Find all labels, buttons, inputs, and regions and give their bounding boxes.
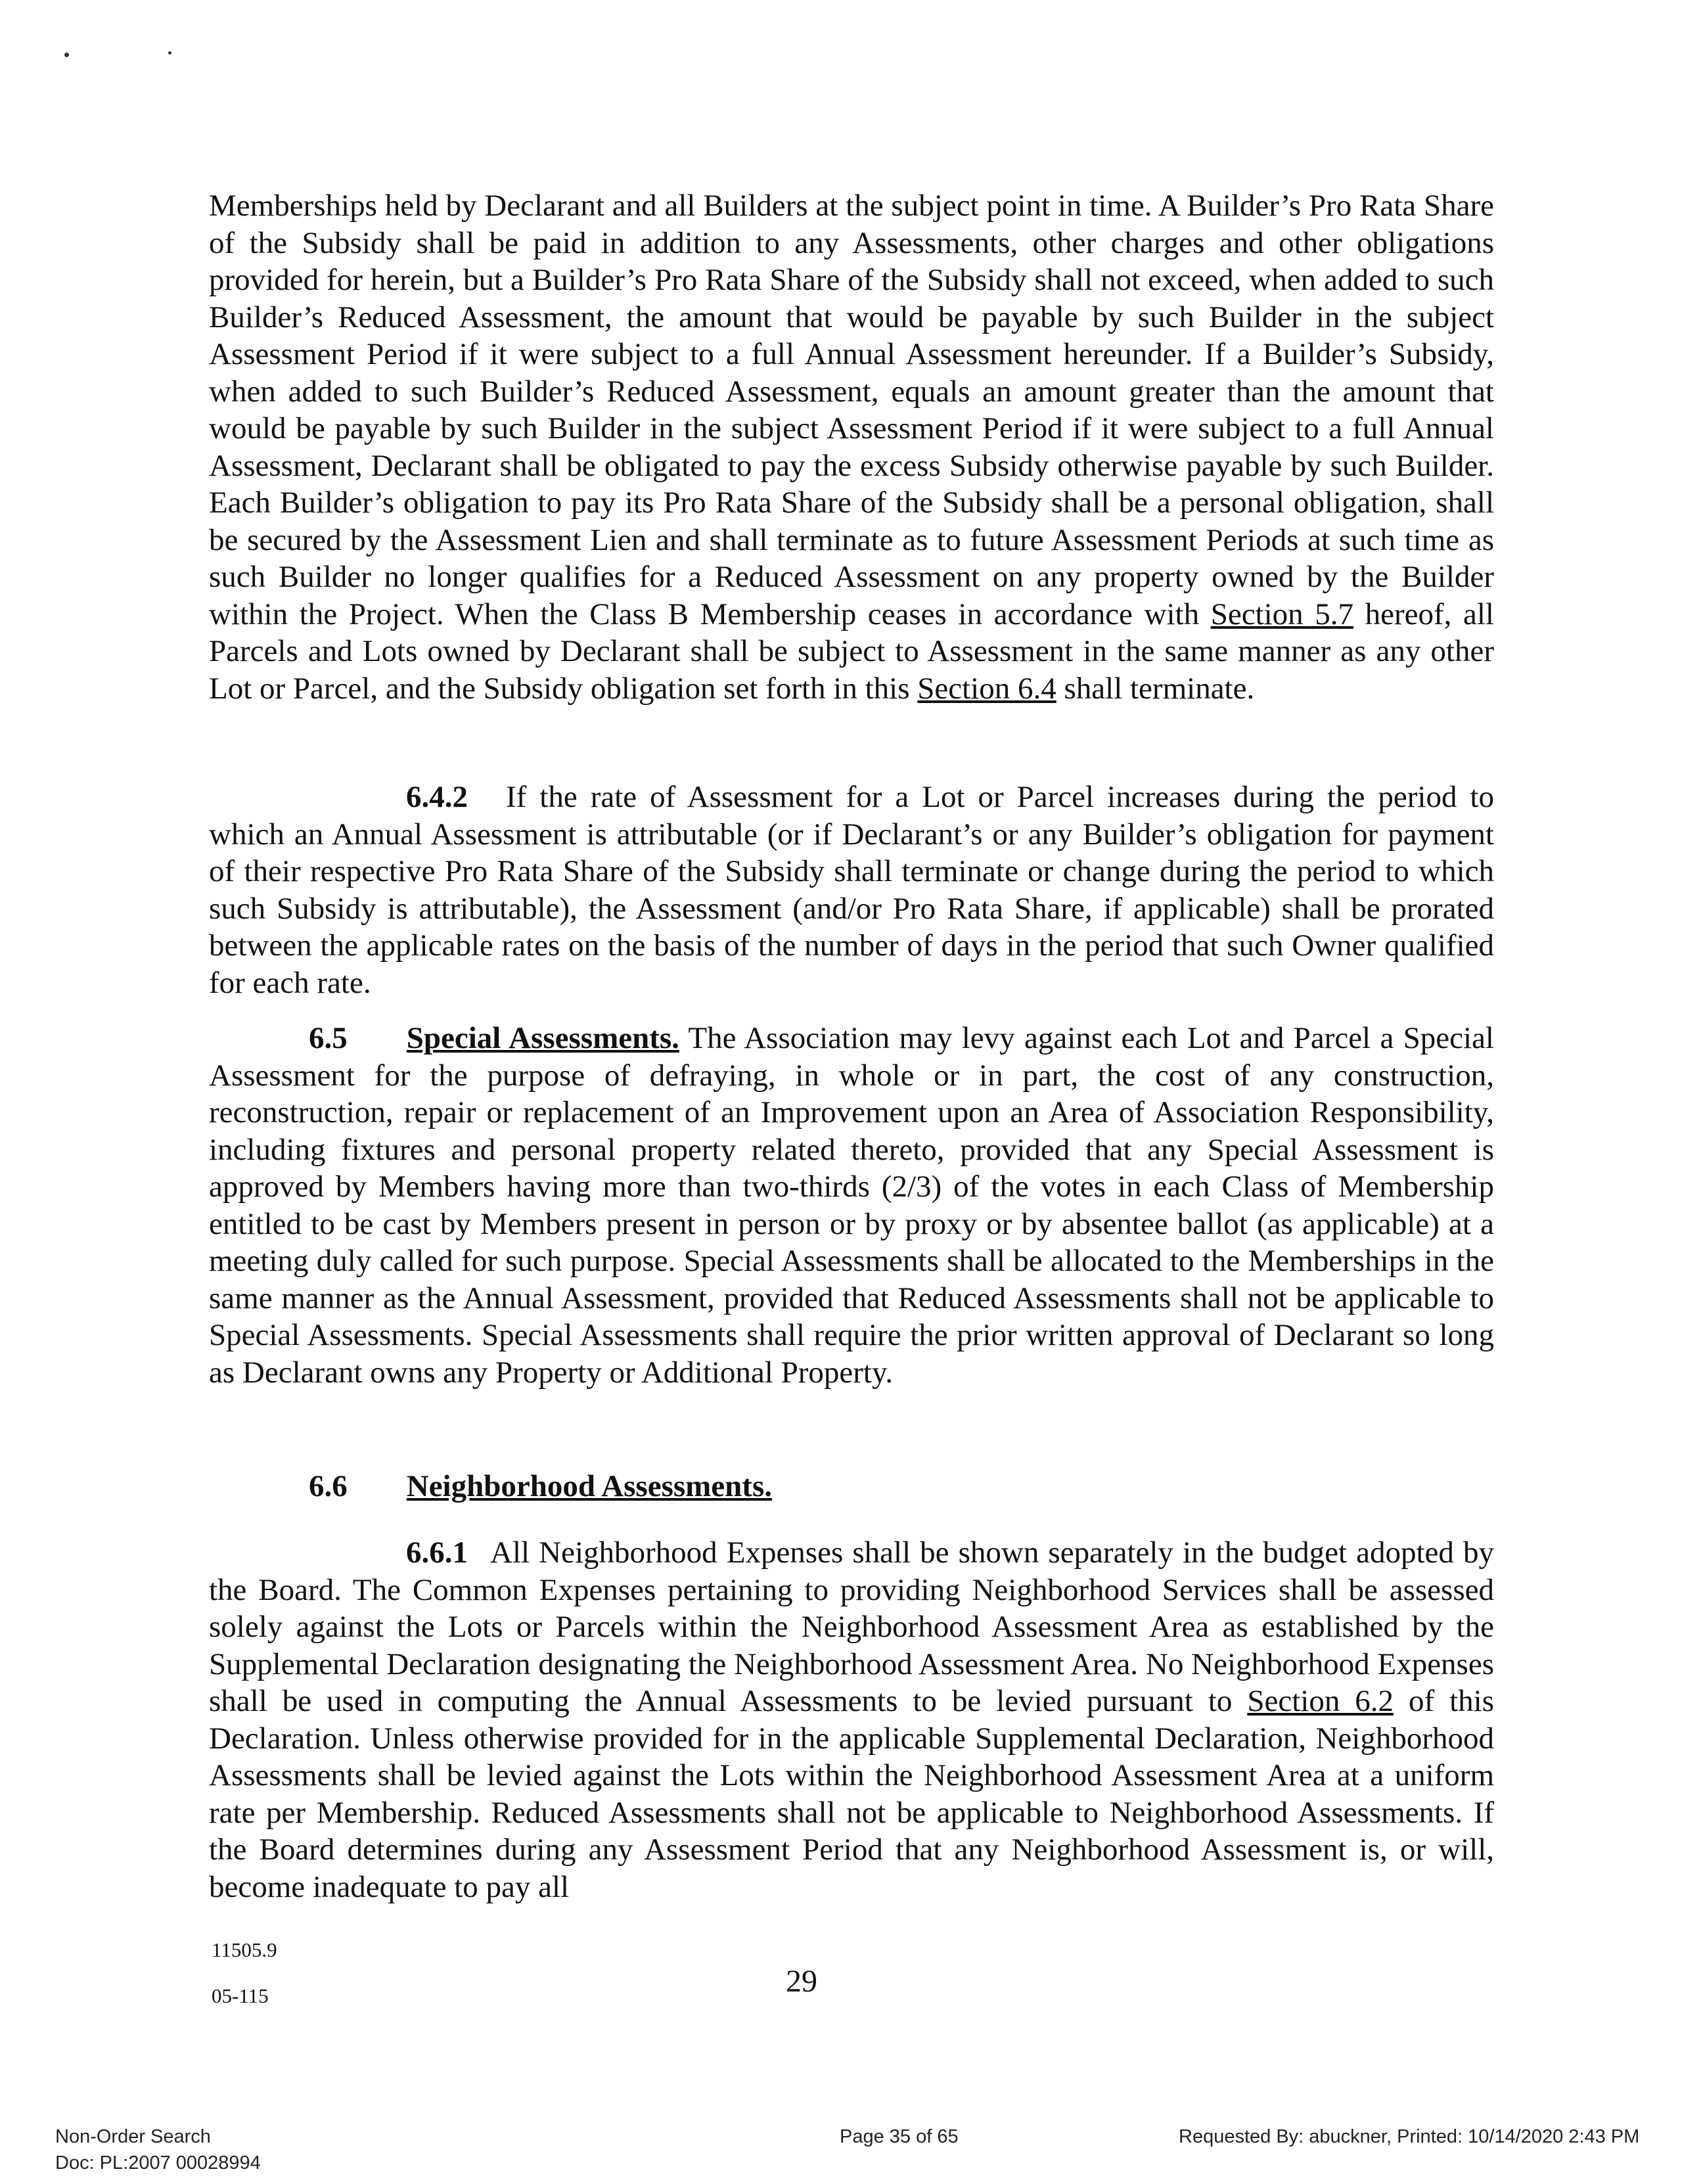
footer-doc-id: Doc: PL:2007 00028994	[55, 2152, 261, 2173]
section-reference-6-2: Section 6.2	[1247, 1684, 1394, 1718]
paragraph-subsidy-continued	[209, 187, 1494, 707]
paragraph-text: Memberships held by Declarant and all Builders at the subject point in time. A Builder’s Pro Rata Share of the Subsidy shall be paid in addition to any Assessments, other charges and other obligations provided for herein, but a Builder’s Pro Rata Share of the Subsidy shall not exceed, when added to such Builder’s Reduced Assessment, the amount that would be payable by such Builder in the subject Assessment Period if it were subject to a full Annual Assessment hereunder. If a Builder’s Subsidy, when added to such Builder’s Reduced Assessment, equals an amount greater than the amount that would be payable by such Builder in the subject Assessment Period if it were subject to a full Annual Assessment, Declarant shall be obligated to pay the excess Subsidy otherwise payable by such Builder. Each Builder’s obligation to pay its Pro Rata Share of the Subsidy shall be a personal obligation, shall be secured by the Assessment Lien and shall terminate as to future Assessment Periods at such time as such Builder no longer qualifies for a Reduced Assessment on any property owned by the Builder within the Project. When the Class B Membership ceases in accordance with	[209, 189, 1494, 631]
section-title: Special Assessments.	[406, 1021, 679, 1055]
section-text: of this Declaration. Unless otherwise provided for in the applicable Supplemental Declaration, Neighborhood Assessments shall be levied against the Lots within the Neighborhood Assessment Area at a uniform rate per Membership. Reduced Assessments shall not be applicable to Neighborhood Assessments. If the Board determines during any Assessment Period that any Neighborhood Assessment is, or will, become inadequate to pay all	[209, 1684, 1495, 1904]
page-number: 29	[786, 1964, 817, 1999]
document-code: 05-115	[212, 1984, 269, 2007]
section-text: If the rate of Assessment for a Lot or Parcel increases during the period to which an Annual Assessment is attributable (or if Declarant’s or any Builder’s obligation for payment of their respective Pro Rata Share of the Subsidy shall terminate or change during the period to which such Subsidy is attributable), the Assessment (and/or Pro Rata Share, if applicable) shall be prorated between the applicable rates on the basis of the number of days in the period that such Owner qualified for each rate.	[209, 780, 1494, 1000]
document-code: 11505.9	[212, 1938, 277, 1961]
footer-page-count: Page 35 of 65	[840, 2126, 959, 2147]
section-reference-6-4: Section 6.4	[917, 671, 1056, 706]
section-text: All Neighborhood Expenses shall be shown separately in the budget adopted by the Board. The Common Expenses pertaining to providing Neighborhood Services shall be assessed solely against the Lots or Parcels within the Neighborhood Assessment Area as established by the Supplemental Declaration designating the Neighborhood Assessment Area. No Neighborhood Expenses shall be used in computing the Annual Assessments to be levied pursuant to	[209, 1536, 1494, 1718]
paragraph-text: hereof, all Parcels and Lots owned by Declarant shall be subject to Assessment in the same manner as any other Lot or Parcel, and the Subsidy obligation set forth in this	[209, 597, 1494, 706]
scan-speck	[168, 51, 171, 55]
section-number: 6.6	[309, 1469, 348, 1503]
section-6-6-heading	[309, 1468, 772, 1504]
scan-speck	[64, 53, 69, 57]
footer-request-info: Requested By: abuckner, Printed: 10/14/2020 2:43 PM	[1179, 2126, 1640, 2147]
section-6-4-2	[209, 779, 1494, 1001]
section-title: Neighborhood Assessments.	[406, 1469, 772, 1503]
section-text: The Association may levy against each Lot and Parcel a Special Assessment for the purpose of defraying, in whole or in part, the cost of any construction, reconstruction, repair or replacement of an Improvement upon an Area of Association Responsibility, including fixtures and personal property related thereto, provided that any Special Assessment is approved by Members having more than two-thirds (2/3) of the votes in each Class of Membership entitled to be cast by Members present in person or by proxy or by absentee ballot (as applicable) at a meeting duly called for such purpose. Special Assessments shall be allocated to the Memberships in the same manner as the Annual Assessment, provided that Reduced Assessments shall not be applicable to Special Assessments. Special Assessments shall require the prior written approval of Declarant so long as Declarant owns any Property or Additional Property.	[209, 1021, 1494, 1390]
section-number: 6.4.2	[406, 780, 468, 814]
footer-search-type: Non-Order Search	[55, 2126, 211, 2147]
section-number: 6.5	[309, 1021, 348, 1055]
section-number: 6.6.1	[406, 1536, 468, 1570]
section-reference-5-7: Section 5.7	[1210, 597, 1354, 631]
section-6-6-1	[209, 1534, 1494, 1905]
paragraph-text: shall terminate.	[1056, 671, 1255, 706]
section-6-5	[209, 1020, 1494, 1391]
